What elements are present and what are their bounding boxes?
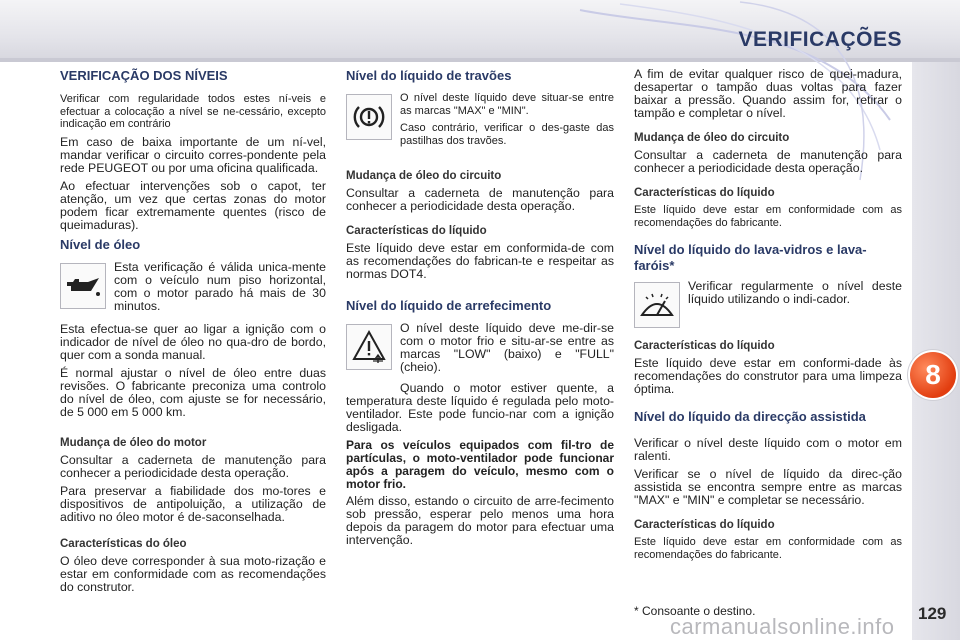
oil-change-heading: Mudança de óleo do motor xyxy=(60,436,207,449)
washer-specs-text: Este líquido deve estar em conformi-dade às recomendações do construtor para uma limpeza óptima. xyxy=(634,356,902,396)
steering-specs-text: Este líquido deve estar em conformidade com as recomendações do fabricante. xyxy=(634,536,902,561)
page-title: VERIFICAÇÕES xyxy=(738,28,902,51)
column-3 xyxy=(634,64,902,566)
section-heading-levels: VERIFICAÇÃO DOS NÍVEIS xyxy=(60,68,228,83)
brake-fluid-note xyxy=(346,92,614,152)
steering-paragraph-1: Verificar o nível deste líquido com o motor em ralenti. xyxy=(634,436,902,463)
coolant-box-text: O nível deste líquido deve me-dir-se com o motor frio e situ-ar-se entre as marcas "LOW" (baixo) e "FULL" (cheio). xyxy=(400,321,614,374)
coolant-specs-heading: Características do líquido xyxy=(634,187,775,199)
column-1 xyxy=(60,64,326,599)
washer-heading: Nível do líquido do lava-vidros e lava-faróis* xyxy=(634,242,867,273)
coolant-note xyxy=(346,322,614,379)
intro-paragraph-2: Em caso de baixa importante de um ní-vel, mandar verificar o circuito corres-pondente pela rede PEUGEOT ou por uma oficina qualificada. xyxy=(60,134,326,175)
chapter-tab[interactable]: 8 xyxy=(910,352,956,398)
intro-paragraph-3: Ao efectuar intervenções sob o capot, ter atenção, um vez que certas zonas do motor podem ficar extremamente quentes (risco de queimaduras). xyxy=(60,178,326,232)
coolant-paragraph-2: Além disso, estando o circuito de arre-fecimento sob pressão, esperar pelo menos uma hora depois da paragem do motor para efectuar uma intervenção. xyxy=(346,494,614,547)
coolant-paragraph-1: Quando o motor estiver quente, a temperatura deste líquido é regulada pelo moto-ventilador. Este pode funcio-nar com a ignição desligada. xyxy=(346,381,614,434)
coolant-change-text: Consultar a caderneta de manutenção para conhecer a periodicidade desta operação. xyxy=(634,148,902,175)
oil-change-paragraph-1: Consultar a caderneta de manutenção para conhecer a periodicidade desta operação. xyxy=(60,452,326,480)
oil-paragraph-2: É normal ajustar o nível de óleo entre duas revisões. O fabricante preconiza uma controlo do nível de óleo, com ajuste se for necessário, de 5 000 em 5 000 km. xyxy=(60,365,326,419)
coolant-heading: Nível do líquido de arrefecimento xyxy=(346,298,552,313)
page-number: 129 xyxy=(918,604,947,623)
oil-paragraph-1: Esta efectua-se quer ao ligar a ignição com o indicador de nível de óleo no qua-dro de bordo, quer com a sonda manual. xyxy=(60,321,326,362)
brake-box-text-2: Caso contrário, verificar o des-gaste das pastilhas dos travões. xyxy=(400,122,614,147)
steering-specs-heading: Características do líquido xyxy=(634,519,775,531)
oil-specs-paragraph: O óleo deve corresponder à sua moto-rização e estar em conformidade com as recomendações do construtor. xyxy=(60,553,326,594)
hot-coolant-warning-icon xyxy=(346,324,392,370)
coolant-bold-note: Para os veículos equipados com fil-tro de partículas, o moto-ventilador pode funcionar após a paragem do veículo, mesmo com o motor frio. xyxy=(346,438,614,491)
brake-box-text-1: O nível deste líquido deve situar-se entre as marcas "MAX" e "MIN". xyxy=(400,92,614,117)
brake-change-text: Consultar a caderneta de manutenção para conhecer a periodicidade desta operação. xyxy=(346,186,614,213)
brake-warning-icon xyxy=(346,94,392,140)
brake-specs-text: Este líquido deve estar em conformida-de com as recomendações do fabrican-te e respeitar as normas DOT4. xyxy=(346,241,614,281)
windscreen-washer-icon xyxy=(634,282,680,328)
oil-change-paragraph-2: Para preservar a fiabilidade dos mo-tores e dispositivos de antipoluição, a utilização de aditivo no óleo motor é de-saconselhada. xyxy=(60,483,326,524)
brake-specs-heading: Características do líquido xyxy=(346,225,487,237)
brake-change-heading: Mudança de óleo do circuito xyxy=(346,170,502,182)
intro-paragraph-1: Verificar com regularidade todos estes ní-veis e efectuar a colocação a nível se ne-cessário, excepto indicação em contrário xyxy=(60,93,326,130)
oil-level-note xyxy=(60,261,326,318)
oil-level-heading: Nível de óleo xyxy=(60,236,141,252)
oil-specs-heading: Características do óleo xyxy=(60,537,187,550)
oil-level-box-text: Esta verificação é válida unica-mente com o veículo num piso horizontal, com o motor parado há mais de 30 minutos. xyxy=(114,259,326,313)
coolant-specs-text: Este líquido deve estar em conformidade com as recomendações do fabricante. xyxy=(634,204,902,229)
brake-fluid-heading: Nível do líquido de travões xyxy=(346,68,512,83)
washer-specs-heading: Características do líquido xyxy=(634,340,775,352)
chapter-side-bar xyxy=(912,62,960,640)
column-2 xyxy=(346,64,614,552)
coolant-intro-text: A fim de evitar qualquer risco de quei-madura, desapertar o tampão duas voltas para fazer baixar a pressão. Quando assim for, retirar o tampão e completar o nível. xyxy=(634,67,902,120)
washer-box-text: Verificar regularmente o nível deste líquido utilizando o indi-cador. xyxy=(688,279,902,306)
coolant-change-heading: Mudança de óleo do circuito xyxy=(634,132,790,144)
steering-heading: Nível do líquido da direcção assistida xyxy=(634,409,866,424)
washer-note xyxy=(634,280,902,328)
footnote: * Consoante o destino. xyxy=(634,604,756,618)
oil-can-icon xyxy=(60,263,106,309)
watermark: carmanualsonline.info xyxy=(670,614,895,639)
steering-paragraph-2: Verificar se o nível de líquido da direc-ção assistida se encontra sempre entre as marcas "MAX" e "MIN" e completar se necessário. xyxy=(634,467,902,507)
